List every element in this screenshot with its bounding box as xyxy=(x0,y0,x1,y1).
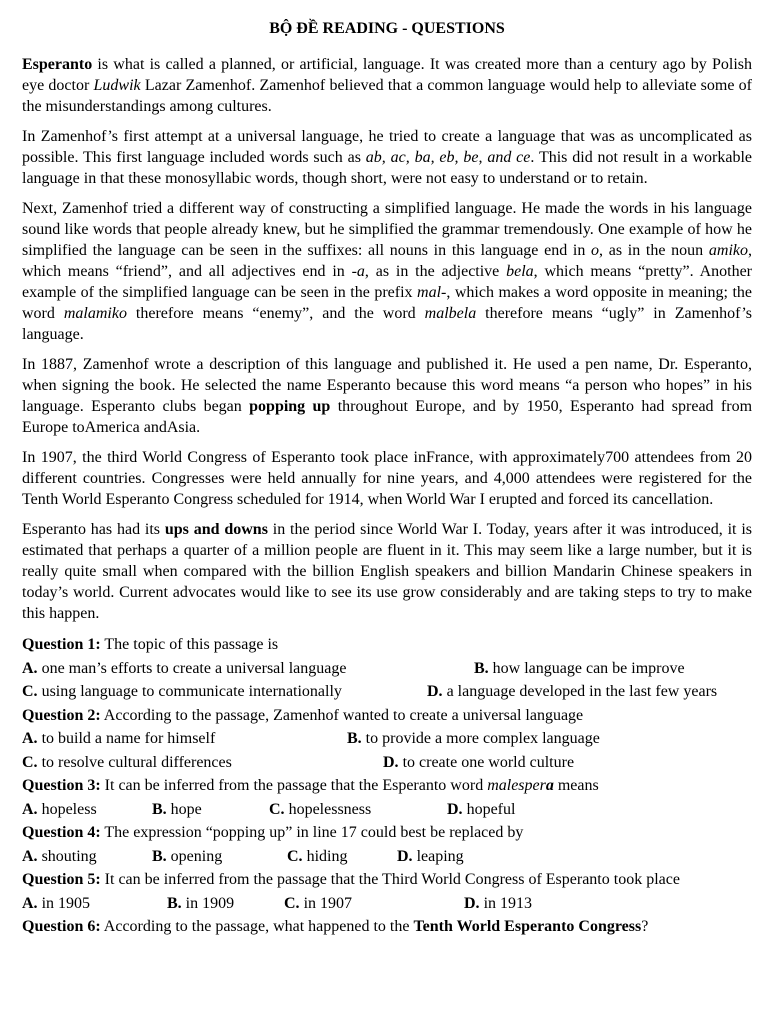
passage-text-segment: . This did not result in a workable language in that these monosyllabic words, though short, were not easy to understand or to retain. xyxy=(22,149,753,187)
option-text: hope xyxy=(166,800,202,818)
question-stem: a xyxy=(545,777,554,794)
passage-text-segment: therefore means “ugly” in Zamenhof’s language. xyxy=(22,305,752,343)
option-letter: A. xyxy=(22,659,38,677)
answer-option-b[interactable] xyxy=(152,845,222,869)
answer-option-b[interactable] xyxy=(152,798,202,822)
passage-text-segment: ups and downs xyxy=(164,521,268,538)
question-1 xyxy=(22,633,752,657)
answer-option-b[interactable] xyxy=(474,657,685,681)
option-letter: C. xyxy=(284,894,300,912)
option-text: in 1905 xyxy=(37,894,91,912)
answer-options-row xyxy=(22,798,752,822)
answer-option-c[interactable] xyxy=(269,798,371,822)
passage-text-segment: Ludwik xyxy=(93,77,141,94)
option-letter: D. xyxy=(383,753,399,771)
option-letter: B. xyxy=(167,894,182,912)
question-label: Question 2: xyxy=(22,706,101,724)
passage-text-segment: , which means “friend”, and all adjectives end in xyxy=(22,242,752,280)
answer-option-d[interactable] xyxy=(447,798,515,822)
option-letter: D. xyxy=(427,683,443,700)
option-text: using language to communicate internationally xyxy=(37,683,342,700)
passage-text-segment: In 1907, the third World Congress of Esperanto took place inFrance, with approximately700 attendees from 20 different countries. Congresses were held annually for nine years, and 4,000 attendees were registered for the Tenth World Esperanto Congress scheduled for 1914, when World War I erupted and forced its cancellation. xyxy=(22,449,752,508)
passage-text-segment: throughout Europe, and by 1950, Esperanto had spread from Europe toAmerica andAsia. xyxy=(22,398,753,436)
option-letter: C. xyxy=(287,847,303,865)
passage-paragraph-3 xyxy=(22,198,752,345)
option-text: in 1909 xyxy=(181,894,235,912)
question-6 xyxy=(22,915,752,939)
page-title: BỘ ĐỀ READING - QUESTIONS xyxy=(269,20,505,37)
option-letter: D. xyxy=(397,847,413,865)
passage-text-segment: , as in the noun xyxy=(599,242,709,259)
answer-option-a[interactable] xyxy=(22,892,90,916)
passage-text-segment: , which means “pretty”. Another example of the simplified language can be seen in the prefix xyxy=(22,263,753,301)
answer-option-c[interactable] xyxy=(284,892,352,916)
option-text: opening xyxy=(166,847,223,865)
passage-text-segment: Lazar Zamenhof. Zamenhof believed that a common language would help to alleviate some of the misunderstandings among cultures. xyxy=(22,77,753,115)
answer-option-c[interactable] xyxy=(22,680,342,704)
option-text: in 1913 xyxy=(479,894,533,912)
answer-option-d[interactable] xyxy=(464,892,532,916)
question-label: Question 5: xyxy=(22,871,101,888)
passage-text-segment: in the period since World War I. Today, years after it was introduced, it is estimated that perhaps a quarter of a million people are fluent in it. This may seem like a large number, but it is really quite small when compared with the billion English speakers and billion Mandarin Chinese speakers in today’s world. Current advocates would like to see its use grow considerably and are taking steps to try to make this happen. xyxy=(22,521,752,622)
passage-text-segment: In 1887, Zamenhof wrote a description of this language and published it. He used a pen name, Dr. Esperanto, when signing the book. He selected the name Esperanto because this word means “a person who hopes” in his language. Esperanto clubs began xyxy=(22,356,752,415)
option-letter: A. xyxy=(22,894,38,912)
answer-options-row xyxy=(22,657,752,681)
answer-options-row xyxy=(22,845,752,869)
option-text: a language developed in the last few years xyxy=(442,683,718,700)
answer-option-b[interactable] xyxy=(347,727,600,751)
question-stem: The topic of this passage is xyxy=(100,636,279,653)
answer-options-row xyxy=(22,727,752,751)
question-label: Question 6: xyxy=(22,918,101,935)
passage-text-segment: In Zamenhof’s first attempt at a universal language, he tried to create a language that was as uncomplicated as possible. This first language included words such as xyxy=(22,128,752,166)
option-text: leaping xyxy=(412,847,464,865)
passage-text-segment: o xyxy=(591,242,600,259)
option-letter: A. xyxy=(22,730,38,747)
passage-text-segment: popping up xyxy=(249,398,331,415)
passage-text-segment: malamiko xyxy=(63,305,127,322)
option-text: to build a name for himself xyxy=(37,730,216,747)
answer-option-a[interactable] xyxy=(22,657,346,681)
question-stem: malesper xyxy=(487,777,546,794)
option-letter: C. xyxy=(269,800,285,818)
question-stem: It can be inferred from the passage that the Third World Congress of Esperanto took place xyxy=(100,871,680,888)
option-text: to create one world culture xyxy=(398,753,575,771)
passage-text-segment: amiko xyxy=(708,242,748,259)
passage-text-segment: therefore means “enemy”, and the word xyxy=(126,305,425,322)
question-4 xyxy=(22,821,752,845)
option-text: shouting xyxy=(37,847,97,865)
answer-options-row xyxy=(22,751,752,775)
option-letter: B. xyxy=(152,847,167,865)
question-3 xyxy=(22,774,752,798)
answer-option-b[interactable] xyxy=(167,892,234,916)
question-stem: Tenth World Esperanto Congress xyxy=(413,918,642,935)
option-letter: A. xyxy=(22,847,38,865)
question-list xyxy=(22,633,752,939)
answer-option-c[interactable] xyxy=(287,845,347,869)
answer-options-row xyxy=(22,680,752,704)
passage-text-segment: Esperanto xyxy=(22,56,93,73)
option-letter: A. xyxy=(22,800,38,818)
passage-text-segment: Esperanto has had its xyxy=(22,521,165,538)
option-letter: B. xyxy=(152,800,167,818)
option-text: in 1907 xyxy=(299,894,353,912)
question-label: Question 3: xyxy=(22,777,101,794)
option-letter: B. xyxy=(474,659,489,677)
option-letter: C. xyxy=(22,753,38,771)
option-text: hopelessness xyxy=(284,800,372,818)
question-stem: According to the passage, what happened to the xyxy=(100,918,414,935)
option-text: hopeful xyxy=(462,800,516,818)
answer-option-a[interactable] xyxy=(22,727,215,751)
passage-text-segment: , as in the adjective xyxy=(364,263,507,280)
question-5 xyxy=(22,868,752,892)
option-letter: B. xyxy=(347,730,362,747)
answer-option-a[interactable] xyxy=(22,845,97,869)
question-stem: means xyxy=(553,777,599,794)
passage-paragraph-6 xyxy=(22,519,752,624)
passage-text-segment: -a xyxy=(351,263,365,280)
passage-text-segment: , which makes a word opposite in meaning; the word xyxy=(22,284,752,322)
option-letter: D. xyxy=(447,800,463,818)
option-text: to provide a more complex language xyxy=(361,730,600,747)
option-text: to resolve cultural differences xyxy=(37,753,232,771)
answer-option-d[interactable] xyxy=(397,845,464,869)
option-letter: C. xyxy=(22,683,38,700)
passage-text-segment: mal- xyxy=(417,284,447,301)
question-label: Question 1: xyxy=(22,636,101,653)
answer-option-a[interactable] xyxy=(22,798,97,822)
option-text: how language can be improve xyxy=(488,659,685,677)
question-2 xyxy=(22,704,752,728)
passage-text-segment: malbela xyxy=(424,305,477,322)
question-stem: It can be inferred from the passage that the Esperanto word xyxy=(100,777,488,794)
passage-paragraph-5 xyxy=(22,447,752,510)
question-stem: The expression “popping up” in line 17 could best be replaced by xyxy=(100,824,524,841)
passage-paragraph-2 xyxy=(22,126,752,189)
passage-text-segment: Next, Zamenhof tried a different way of constructing a simplified language. He made the words in his language sound like words that people already knew, but he simplified the grammar tremendously. One example of how he simplified the language can be seen in the suffixes: all nouns in this language end in xyxy=(22,200,752,259)
question-label: Question 4: xyxy=(22,824,101,841)
answer-option-c[interactable] xyxy=(22,751,232,775)
option-text: hiding xyxy=(302,847,348,865)
option-letter: D. xyxy=(464,894,480,912)
passage-paragraph-4 xyxy=(22,354,752,438)
passage-paragraph-1 xyxy=(22,54,752,117)
passage-text-segment: bela xyxy=(506,263,534,280)
question-stem: ? xyxy=(641,918,649,935)
passage-text-segment: is what is called a planned, or artificial, language. It was created more than a century ago by Polish eye doctor xyxy=(22,56,752,94)
question-stem: According to the passage, Zamenhof wanted to create a universal language xyxy=(100,706,584,724)
option-text: one man’s efforts to create a universal language xyxy=(37,659,347,677)
option-text: hopeless xyxy=(37,800,97,818)
passage-text-segment: ab, ac, ba, eb, be, and ce xyxy=(365,149,531,166)
answer-option-d[interactable] xyxy=(383,751,574,775)
answer-options-row xyxy=(22,892,752,916)
reading-passage xyxy=(22,54,752,624)
answer-option-d[interactable] xyxy=(427,680,717,704)
